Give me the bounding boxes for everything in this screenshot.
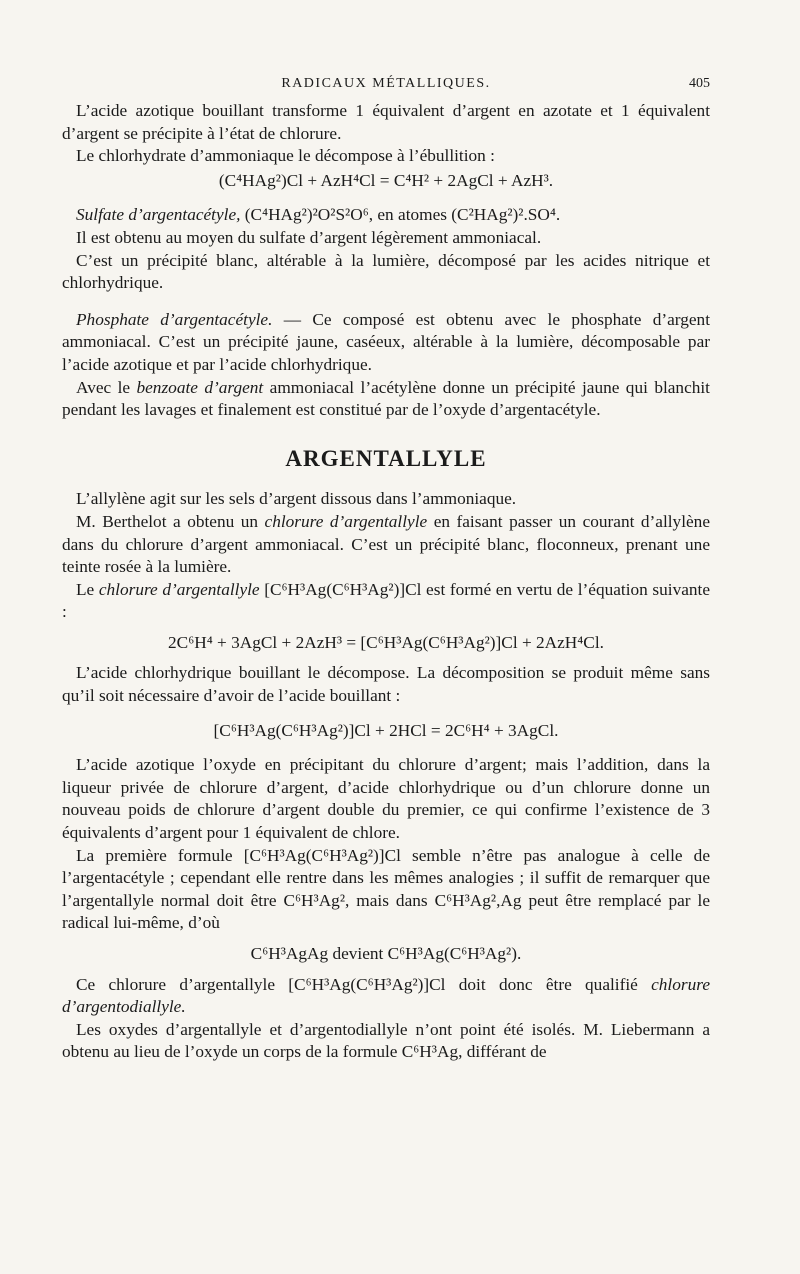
paragraph-text: — Ce composé est obtenu avec le phosphate d’argent ammoniacal. C’est un précipité jaune, caséeux, altérable à la lumière, décomposable par l’acide azotique et par l’acide chlorhydrique.: [62, 309, 710, 374]
paragraph: Il est obtenu au moyen du sulfate d’argent légèrement ammoniacal.: [76, 227, 542, 247]
paragraph-text: ammoniacal l’acétylène donne un précipité jaune qui blanchit pendant les lavages et finalement est constitué par de l’oxyde d’argentacétyle.: [62, 377, 710, 420]
italic-term: Phosphate d’argentacétyle.: [76, 309, 273, 329]
paragraph-text: en faisant passer un courant d’allylène dans du chlorure d’argent ammoniacal. C’est un précipité blanc, floconneux, prenant une teinte rosée à la lumière.: [62, 511, 710, 577]
paragraph-text: (C⁴HAg²)²O²S²O⁶, en atomes (C²HAg²)².SO⁴.: [244, 205, 561, 225]
section-heading: ARGENTALLYLE: [285, 445, 487, 471]
paragraph: [62, 377, 710, 422]
page-number: 405: [689, 76, 710, 91]
running-title: RADICAUX MÉTALLIQUES.: [281, 76, 491, 91]
paragraph-text: Le: [76, 579, 95, 599]
paragraph: La première formule [C⁶H³Ag(C⁶H³Ag²)]Cl semble n’être pas analogue à celle de l’argentacétyle ; cependant elle rentre dans les mêmes analogies ; il suffit de remarquer que l’argentallyle normal doit être C⁶H³Ag², mais dans C⁶H³Ag²,Ag peut être remplacé par le radical lui-même, d’où: [62, 845, 710, 933]
paragraph: [62, 204, 710, 227]
paragraph: L’allylène agit sur les sels d’argent dissous dans l’ammoniaque.: [76, 489, 517, 509]
page-body: [62, 100, 710, 1064]
formula: (C⁴HAg²)Cl + AzH⁴Cl = C⁴H² + 2AgCl + AzH³.: [218, 170, 554, 190]
paragraph: Les oxydes d’argentallyle et d’argentodiallyle n’ont point été isolés. M. Liebermann a obtenu au lieu de l’oxyde un corps de la formule C⁶H³Ag, différant de: [62, 1019, 710, 1062]
italic-term: chlorure d’argentallyle: [98, 579, 260, 599]
paragraph: [62, 309, 710, 377]
paragraph-text: M. Berthelot a obtenu un: [76, 511, 259, 531]
paragraph: L’acide azotique l’oxyde en précipitant du chlorure d’argent; mais l’addition, dans la liqueur privée de chlorure d’argent, d’acide chlorhydrique ou d’un chlorure donne un nouveau poids de chlorure d’argent double du premier, ce qui confirme l’existence de 3 équivalents d’argent pour 1 équivalent de chlore.: [62, 755, 710, 843]
paragraph: [62, 579, 710, 624]
paragraph: Le chlorhydrate d’ammoniaque le décompose à l’ébullition :: [76, 146, 495, 166]
page-header: [62, 74, 710, 96]
paragraph-text: [C⁶H³Ag(C⁶H³Ag²)]Cl est formé en vertu de l’équation suivante :: [62, 579, 710, 622]
paragraph: L’acide chlorhydrique bouillant le décompose. La décomposition se produit même sans qu’il soit nécessaire d’avoir de l’acide bouillant :: [62, 663, 710, 706]
paragraph-text: Ce chlorure d’argentallyle [C⁶H³Ag(C⁶H³Ag²)]Cl doit donc être qualifié: [76, 974, 638, 994]
formula: C⁶H³AgAg devient C⁶H³Ag(C⁶H³Ag²).: [250, 944, 522, 963]
italic-term: Sulfate d’argentacétyle,: [76, 205, 241, 225]
paragraph: C’est un précipité blanc, altérable à la lumière, décomposé par les acides nitrique et chlorhydrique.: [62, 250, 710, 293]
italic-term: chlorure d’argentallyle: [264, 511, 428, 531]
paragraph-text: Avec le: [76, 377, 131, 397]
formula: [C⁶H³Ag(C⁶H³Ag²)]Cl + 2HCl = 2C⁶H⁴ + 3AgCl.: [213, 720, 559, 740]
paragraph: L’acide azotique bouillant transforme 1 équivalent d’argent en azotate et 1 équivalent d’argent se précipite à l’état de chlorure.: [62, 101, 710, 143]
formula: 2C⁶H⁴ + 3AgCl + 2AzH³ = [C⁶H³Ag(C⁶H³Ag²)]Cl + 2AzH⁴Cl.: [168, 632, 604, 652]
paragraph: [62, 974, 710, 1019]
paragraph: [62, 511, 710, 579]
italic-term: benzoate d’argent: [136, 377, 264, 397]
italic-term: chlorure d’argentodiallyle.: [62, 974, 710, 1017]
